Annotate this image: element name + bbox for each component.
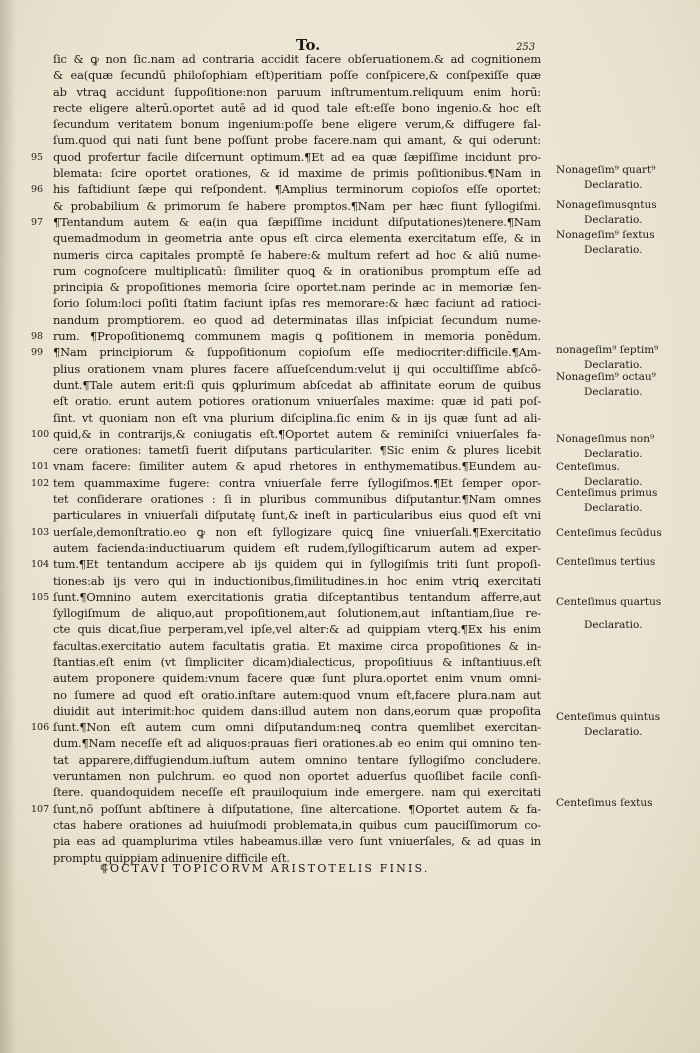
margin-note — [556, 198, 696, 228]
margin-note — [556, 555, 696, 570]
line-text: ſint. vt quoniam non eſt vna plurium diſciplina.ſic enim & in ijs quæ ſunt ad ali- — [53, 410, 541, 425]
line-text: ſum.quod qui nati ſunt bene poſſunt probe facere.nam qui amant, & qui oderunt: — [53, 133, 541, 148]
margin-note — [556, 526, 696, 541]
line-text: tiones:ab ijs vero qui in inductionibus,ſimilitudines.in hoc enim vtriꝗ exercitati — [53, 573, 541, 588]
margin-note-label: Declaratio. — [584, 619, 643, 631]
line-text: veruntamen non pulchrum. eo quod non oportet aduerſus quoſlibet facile conſi- — [53, 769, 541, 784]
section-number: 96 — [31, 184, 44, 196]
line-text: autem proponere quidem:vnum facere quæ ſunt plura.oportet enim vnum omni- — [53, 671, 541, 686]
line-text: ſorio ſolum:loci poſiti ſtatim faciunt ipſas res memorare:& hæc faciunt ad ratioci- — [53, 296, 541, 311]
line-text: facultas.exercitatio autem facultatis gratia. Et maxime circa propoſitiones & in- — [53, 638, 541, 653]
margin-note-label: Declaratio. — [584, 476, 643, 488]
margin-note-title: Nonageſimus non⁹ — [556, 433, 655, 445]
line-text: ctas habere orationes ad huiuſmodi problemata,in quibus cum pauciſſimorum co- — [53, 817, 541, 832]
line-text: plius orationem vnam plures facere aſſueſcendum:velut ij qui occultiſſime abſcō- — [53, 361, 541, 376]
margin-note — [556, 228, 696, 258]
line-text: his faſtidiunt ſæpe qui reſpondent. ¶Amplius terminorum copioſos eſſe oportet: — [53, 182, 541, 197]
line-text: promptu quippiam adinuenire difficile eſt. — [53, 850, 290, 865]
section-number: 101 — [31, 461, 50, 473]
margin-note-label: Declaratio. — [584, 386, 643, 398]
margin-note-title: Centeſimus quintus — [556, 711, 661, 723]
line-text: ab vtraꝗ accidunt ſuppoſitione:non paruum inſtrumentum.reliquum enim horū: — [53, 84, 541, 99]
section-number: 99 — [31, 347, 44, 359]
line-text: pia eas ad quamplurima vtiles habeamus.illæ vero ſunt vniuerſales, & ad quas in — [53, 834, 541, 849]
margin-note-title: Centeſimus. — [556, 461, 621, 473]
margin-note-title: Centeſimus ſextus — [556, 797, 653, 809]
line-text: quid,& in contrarijs,& coniugatis eſt.¶Oportet autem & reminiſci vniuerſales fa- — [53, 426, 541, 441]
margin-note-label: Declaratio. — [584, 179, 643, 191]
section-number: 103 — [31, 526, 50, 538]
margin-note — [556, 163, 696, 193]
margin-note — [556, 595, 696, 610]
line-text: numeris circa capitales promptē ſe habere:& multum refert ad hoc & aliū nume- — [53, 247, 541, 262]
folio-number: 253 — [516, 42, 536, 53]
section-number: 105 — [31, 591, 50, 603]
margin-note-label: Declaratio. — [584, 214, 643, 226]
line-text: cere orationes: tametſi fuerit diſputans particulariter. ¶Sic enim & plures licebit — [53, 443, 541, 458]
margin-note-title: Centeſimus quartus — [556, 596, 662, 608]
margin-note-label: Declaratio. — [584, 244, 643, 256]
colophon: ⸿OCTAVI TOPICORVM ARISTOTELIS FINIS. — [100, 862, 430, 875]
margin-note-title: Nonageſim⁹ quart⁹ — [556, 164, 656, 176]
margin-note-title: nonageſim⁹ ſeptim⁹ — [556, 344, 659, 356]
line-text: autem facienda:inductiuarum quidem eſt rudem,ſyllogiſticarum autem ad exper- — [53, 540, 541, 555]
margin-note-label: Declaratio. — [584, 726, 643, 738]
margin-note-title: Centeſimus primus — [556, 487, 658, 499]
margin-note-title: Nonageſimusqntus — [556, 199, 657, 211]
line-text: quod profertur facile diſcernunt optimum.¶Et ad ea quæ ſæpiſſime incidunt pro- — [53, 149, 541, 164]
line-text: ¶Nam principiorum & ſuppoſitionum copioſum eſſe mediocriter:difficile.¶Am- — [53, 345, 541, 360]
line-text: recte eligere alterū.oportet autē ad id quod tale eſt:eſſe bono ingenio.& hoc eſt — [53, 100, 541, 115]
line-text: & probabilium & primorum ſe habere promptos.¶Nam per hæc fiunt ſyllogiſmi. — [53, 198, 541, 213]
margin-note — [556, 432, 696, 462]
line-text: tem quammaxime fugere: contra vniuerſale ferre ſyllogiſmos.¶Et ſemper opor- — [53, 475, 541, 490]
section-number: 107 — [31, 803, 50, 815]
margin-note — [556, 710, 696, 740]
margin-note-label: Declaratio. — [584, 448, 643, 460]
line-text: ſic & ꝙ non ſic.nam ad contraria accidit facere obſeruationem.& ad cognitionem — [53, 52, 541, 66]
line-text: blemata: ſcire oportet orationes, & id maxime de primis poſitionibus.¶Nam in — [53, 166, 541, 181]
section-number: 104 — [31, 559, 50, 571]
line-text: ſtere. quandoquidem neceſſe eſt prauiloquium inde emergere. nam qui exercitati — [53, 785, 541, 800]
line-text: tat apparere,diffugiendum.iuſtum autem omnino tentare ſyllogiſmo concludere. — [53, 752, 541, 767]
line-text: cte quis dicat,ſiue perperam,vel ipſe,vel alter:& ad quippiam vterꝗ.¶Ex his enim — [53, 622, 541, 637]
line-text: ſtantias.eſt enim (vt ſimpliciter dicam)dialecticus, propoſitiuus & inſtantiuus.eſt — [53, 654, 541, 669]
margin-note — [556, 618, 696, 633]
line-text: ſunt,nō poſſunt abſtinere à diſputatione, ſine altercatione. ¶Oportet autem & fa- — [53, 801, 541, 816]
line-text: tet conſiderare orationes : ſi in pluribus communibus diſputantur.¶Nam omnes — [53, 492, 541, 507]
line-text: ſunt.¶Omnino autem exercitationis gratia diſceptantibus tentandum afferre,aut — [53, 589, 541, 604]
line-text: rum cognoſcere multiplicatū: ſimiliter quoꝗ & in orationibus promptum eſſe ad — [53, 263, 541, 278]
line-text: ſunt.¶Non eſt autem cum omni diſputandum:neꝗ contra quemlibet exercitan- — [53, 720, 541, 735]
margin-note-title: Centeſimus tertius — [556, 556, 656, 568]
line-text: uerſale,demonſtratio.eo ꝙ non eſt ſyllogizare quicꝗ ſine vniuerſali.¶Exercitatio — [53, 524, 541, 539]
running-head: To. — [296, 36, 321, 54]
margin-note — [556, 486, 696, 516]
line-text: ¶Tentandum autem & ea(in qua ſæpiſſime incidunt diſputationes)tenere.¶Nam — [53, 214, 541, 229]
line-text: rum. ¶Propoſitionemꝗ communem magis ꝗ poſitionem in memoria ponēdum. — [53, 329, 541, 344]
line-text: & ea(quæ ſecundū philoſophiam eſt)peritiam poſſe conſpicere,& conſpexiſſe quæ — [53, 68, 541, 83]
line-text: dum.¶Nam neceſſe eſt ad aliquos:prauas fieri orationes.ab eo enim qui omnino ten- — [53, 736, 541, 751]
margin-note — [556, 370, 696, 400]
line-text: eſt oratio. erunt autem potiores orationum vniuerſales maxime: quæ id pati poſ- — [53, 394, 541, 409]
line-text: dunt.¶Tale autem erit:ſi quis ꝙplurimum abſcedat ab affinitate eorum de quibus — [53, 377, 541, 392]
margin-note-title: Nonageſim⁹ ſextus — [556, 229, 655, 241]
section-number: 106 — [31, 722, 50, 734]
line-text: nandum promptiorem. eo quod ad determinatas illas inſpiciat ſecundum nume- — [53, 312, 541, 327]
line-text: vnam facere: ſimiliter autem & apud rhetores in enthymematibus.¶Eundem au- — [53, 459, 541, 474]
margin-note-title: Centeſimus ſecūdus — [556, 527, 662, 539]
margin-note — [556, 796, 696, 811]
line-text: ſyllogiſmum de aliquo,aut propoſitionem,aut ſolutionem,aut inſtantiam,ſiue re- — [53, 606, 541, 621]
section-number: 95 — [31, 151, 44, 163]
margin-note — [556, 343, 696, 373]
margin-note-title: Nonageſim⁹ octau⁹ — [556, 371, 656, 383]
section-number: 98 — [31, 331, 44, 343]
margin-note-label: Declaratio. — [584, 359, 643, 371]
margin-note-label: Declaratio. — [584, 502, 643, 514]
line-text: particulares in vniuerſali diſputatę ſunt,& ineſt in particularibus eius quod eſt vni — [53, 508, 541, 523]
section-number: 100 — [31, 428, 50, 440]
line-text: ſecundum veritatem bonum ingenium:poſſe bene eligere verum,& diffugere fal- — [53, 117, 541, 132]
line-text: principia & propoſitiones memoria ſcire oportet.nam perinde ac in memoriæ ſen- — [53, 280, 541, 295]
line-text: diuidit aut interimit:hoc quidem dans:illud autem non dans,eorum quæ propoſita — [53, 703, 541, 718]
section-number: 97 — [31, 216, 44, 228]
section-number: 102 — [31, 477, 50, 489]
line-text: tum.¶Et tentandum accipere ab ijs quidem qui in ſyllogiſmis triti ſunt propoſi- — [53, 557, 541, 572]
line-text: no ſumere ad quod eſt oratio.inſtare autem:quod vnum eſt,facere plura.nam aut — [53, 687, 541, 702]
line-text: quemadmodum in geometria ante opus eſt circa elementa exercitatum eſſe, & in — [53, 231, 541, 246]
